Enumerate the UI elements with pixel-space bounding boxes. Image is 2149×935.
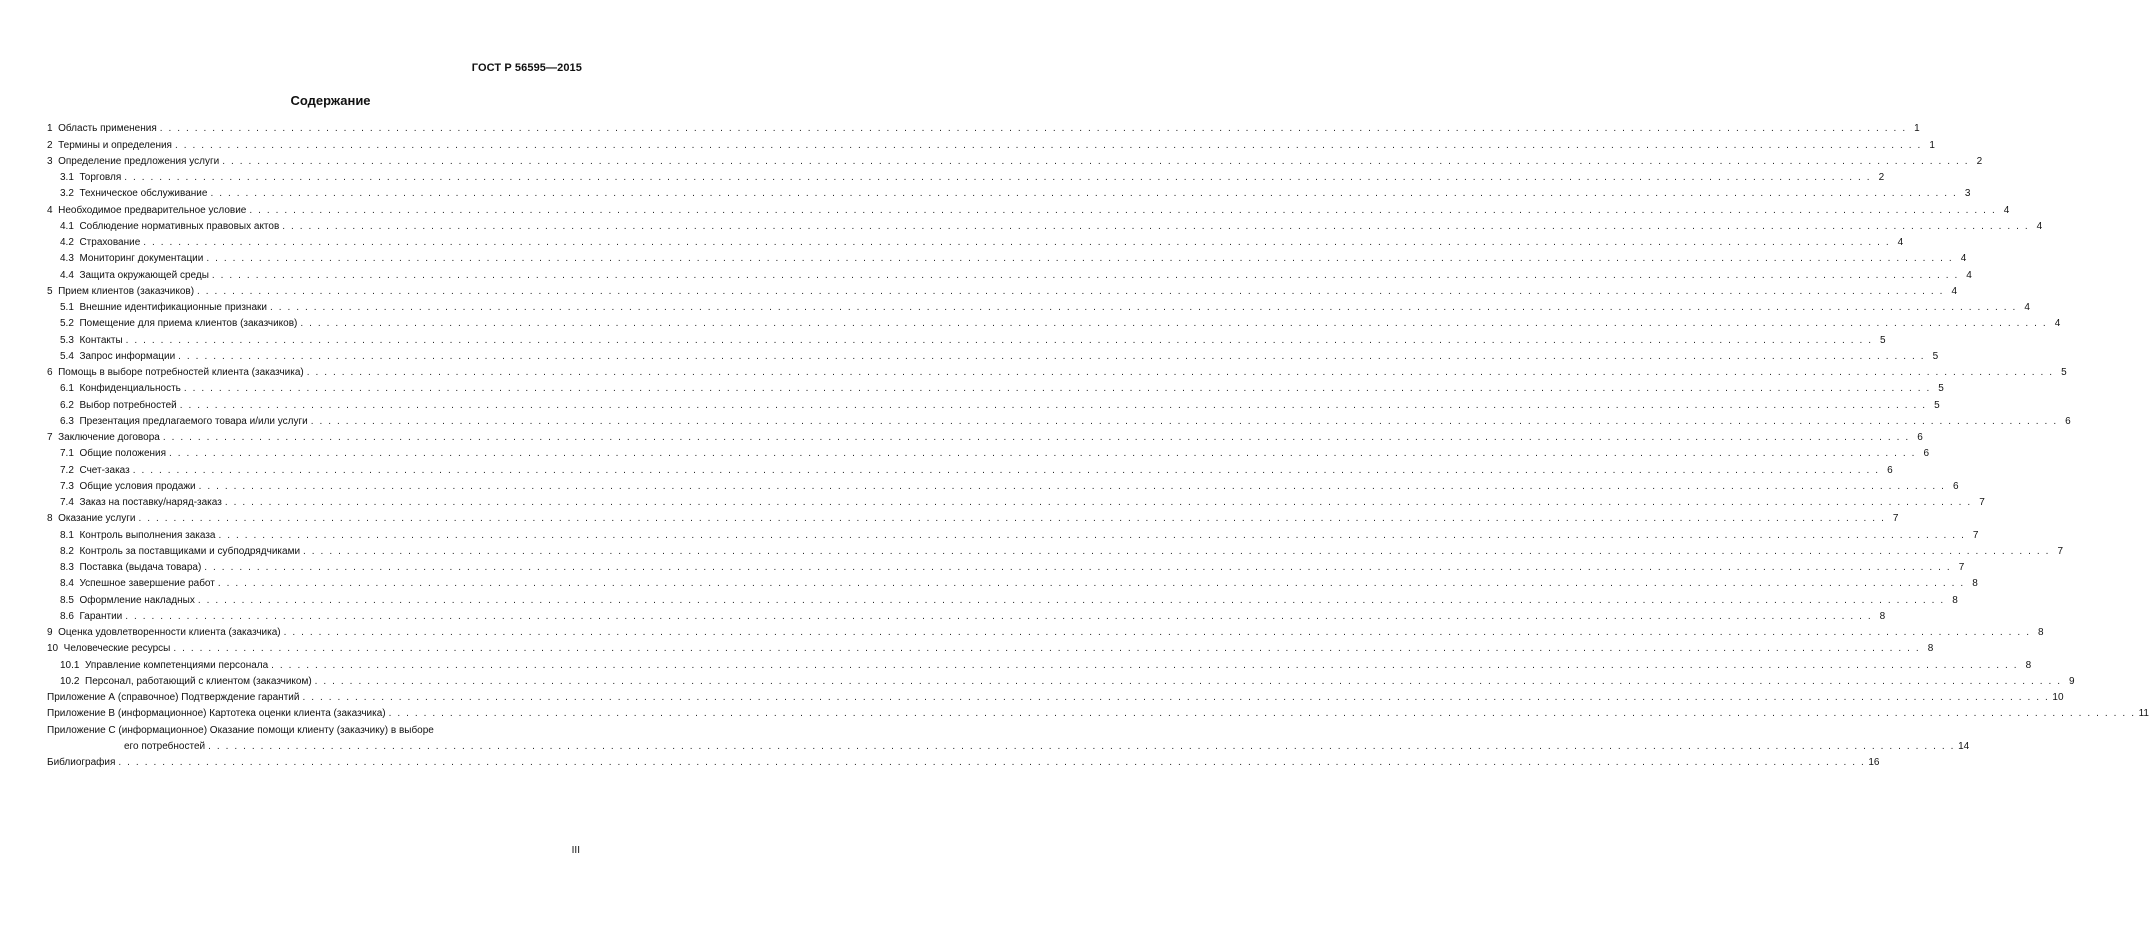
toc-page-number: 2	[1976, 155, 1983, 167]
dot-leader: . . . . . . . . . . . . . . . . . . . . . . . . . . . . . . . . . . . . . . . . . . . . . . . . . . . . . . . . . . . . . . . . . . . . . . . . . . . . . . . . . . . . . . . . . . . . . . . . . . . . . . . . . . . . . . . . . . . . . . . . . . . . . . . . . . . . . . . . . . . . . . . . . . . . . . . . . . . . . . . . . . . . . . . . . . . . . . . . . . . . . . . . . . . . . . . . . . . . . . . .	[204, 562, 1952, 573]
toc-page-number: 8	[1972, 578, 1978, 590]
dot-leader: . . . . . . . . . . . . . . . . . . . . . . . . . . . . . . . . . . . . . . . . . . . . . . . . . . . . . . . . . . . . . . . . . . . . . . . . . . . . . . . . . . . . . . . . . . . . . . . . . . . . . . . . . . . . . . . . . . . . . . . . . . . . . . . . . . . . . . . . . . . . . . . . . . . . . . . . . . . . . . . . . . . . . . . . . . . . . . . . . . . . . . . . . . . . . . . . . . . . . . . .	[282, 220, 2030, 232]
toc-entry[interactable]	[47, 233, 1904, 249]
dot-leader: . . . . . . . . . . . . . . . . . . . . . . . . . . . . . . . . . . . . . . . . . . . . . . . . . . . . . . . . . . . . . . . . . . . . . . . . . . . . . . . . . . . . . . . . . . . . . . . . . . . . . . . . . . . . . . . . . . . . . . . . . . . . . . . . . . . . . . . . . . . . . . . . . . . . . . . . . . . . . . . . . . . . . . . . . . . . . . . . . . . . . . . . . . . . . . . . . . . . . . . .	[197, 594, 1945, 606]
dot-leader: . . . . . . . . . . . . . . . . . . . . . . . . . . . . . . . . . . . . . . . . . . . . . . . . . . . . . . . . . . . . . . . . . . . . . . . . . . . . . . . . . . . . . . . . . . . . . . . . . . . . . . . . . . . . . . . . . . . . . . . . . . . . . . . . . . . . . . . . . . . . . . . . . . . . . . . . . . . . . . . . . . . . . . . . . . . . . . . . . . . . . . . . . . . . . . . . . . . . . . . .	[217, 578, 1965, 590]
toc-entry-title: 4.2 Страхование	[60, 237, 141, 248]
toc-page-number: 14	[1958, 740, 1970, 752]
dot-leader: . . . . . . . . . . . . . . . . . . . . . . . . . . . . . . . . . . . . . . . . . . . . . . . . . . . . . . . . . . . . . . . . . . . . . . . . . . . . . . . . . . . . . . . . . . . . . . . . . . . . . . . . . . . . . . . . . . . . . . . . . . . . . . . . . . . . . . . . . . . . . . . . . . . . . . . . . . . . . . . . . . . . . . . . . . . . . . . . . . . . . . . . . . . . . . . . . . . . . . . .	[210, 188, 1958, 200]
toc-entry-title: 5.2 Помещение для приема клиентов (заказчиков)	[60, 318, 298, 330]
toc-page-number: 8	[1952, 594, 1958, 606]
toc-entry[interactable]	[47, 184, 1971, 200]
toc-page-number: 1	[1929, 139, 1935, 151]
toc-page-number: 6	[1917, 432, 1923, 443]
toc-entry-title: 4.3 Мониторинг документации	[60, 253, 204, 265]
toc-entry[interactable]	[47, 444, 1929, 460]
toc-entry-title: 8 Оказание услуги	[47, 513, 136, 525]
toc-entry-title: 7.3 Общие условия продажи	[60, 480, 196, 492]
toc-entry[interactable]	[47, 265, 1972, 281]
toc-entry-title: 5.3 Контакты	[60, 334, 123, 346]
toc-entry-title: Приложение А (справочное) Подтверждение гарантий	[47, 692, 300, 703]
toc-entry-title: 5 Прием клиентов (заказчиков)	[47, 285, 195, 297]
toc-entry-title: 7.4 Заказ на поставку/наряд-заказ	[60, 497, 222, 508]
toc-entry-title: Приложение В (информационное) Картотека оценки клиента (заказчика)	[47, 708, 386, 720]
toc-page-number: 4	[1960, 253, 1967, 265]
toc-page-number: 7	[2057, 545, 2063, 557]
toc-page-number: 8	[2038, 627, 2044, 638]
dot-leader: . . . . . . . . . . . . . . . . . . . . . . . . . . . . . . . . . . . . . . . . . . . . . . . . . . . . . . . . . . . . . . . . . . . . . . . . . . . . . . . . . . . . . . . . . . . . . . . . . . . . . . . . . . . . . . . . . . . . . . . . . . . . . . . . . . . . . . . . . . . . . . . . . . . . . . . . . . . . . . . . . . . . . . . . . . . . . . . . . . . . . . . . . . . . . . . . . . . . . . . .	[174, 139, 1922, 151]
dot-leader: . . . . . . . . . . . . . . . . . . . . . . . . . . . . . . . . . . . . . . . . . . . . . . . . . . . . . . . . . . . . . . . . . . . . . . . . . . . . . . . . . . . . . . . . . . . . . . . . . . . . . . . . . . . . . . . . . . . . . . . . . . . . . . . . . . . . . . . . . . . . . . . . . . . . . . . . . . . . . . . . . . . . . . . . . . . . . . . . . . . . . . . . . . . . . . . . . . . . . . . .	[208, 740, 1956, 752]
toc-entry-title: Приложение С (информационное) Оказание помощи клиенту (заказчику) в выборе	[47, 724, 434, 736]
toc-page-number: 7	[1958, 562, 1965, 573]
dot-leader: . . . . . . . . . . . . . . . . . . . . . . . . . . . . . . . . . . . . . . . . . . . . . . . . . . . . . . . . . . . . . . . . . . . . . . . . . . . . . . . . . . . . . . . . . . . . . . . . . . . . . . . . . . . . . . . . . . . . . . . . . . . . . . . . . . . . . . . . . . . . . . . . . . . . . . . . . . . . . . . . . . . . . . . . . . . . . . . . . . . . . . . . . . . . . . . . . . . . . . . .	[132, 464, 1880, 476]
toc-page-number: 4	[1951, 285, 1957, 297]
toc-entry-title: 5.4 Запрос информации	[60, 350, 176, 362]
toc-page-number: 7	[1979, 497, 1985, 508]
toc-entry-title: 3 Определение предложения услуги	[47, 155, 220, 167]
toc-page-number: 5	[1938, 383, 1944, 395]
toc-entry[interactable]	[47, 168, 1885, 184]
toc-entry-title: 7.2 Счет-заказ	[60, 464, 130, 476]
dot-leader: . . . . . . . . . . . . . . . . . . . . . . . . . . . . . . . . . . . . . . . . . . . . . . . . . . . . . . . . . . . . . . . . . . . . . . . . . . . . . . . . . . . . . . . . . . . . . . . . . . . . . . . . . . . . . . . . . . . . . . . . . . . . . . . . . . . . . . . . . . . . . . . . . . . . . . . . . . . . . . . . . . . . . . . . . . . . . . . . . . . . . . . . . . . . . . . . . . . . . . . .	[218, 529, 1966, 541]
toc-entry[interactable]	[47, 477, 1959, 493]
toc-entry[interactable]	[47, 119, 1920, 135]
dot-leader: . . . . . . . . . . . . . . . . . . . . . . . . . . . . . . . . . . . . . . . . . . . . . . . . . . . . . . . . . . . . . . . . . . . . . . . . . . . . . . . . . . . . . . . . . . . . . . . . . . . . . . . . . . . . . . . . . . . . . . . . . . . . . . . . . . . . . . . . . . . . . . . . . . . . . . . . . . . . . . . . . . . . . . . . . . . . . . . . . . . . . . . . . . . . . . . . . . . . . . . .	[306, 367, 2054, 378]
toc-page-number: 1	[1914, 123, 1920, 135]
toc-entry-title: 8.6 Гарантии	[60, 610, 123, 622]
toc-entry-title-continued: его потребностей	[124, 740, 206, 752]
toc-entry[interactable]	[47, 395, 1940, 411]
toc-page-number: 6	[1923, 448, 1929, 460]
standard-header: ГОСТ Р 56595—2015	[471, 62, 582, 74]
toc-page-number: 11	[2138, 708, 2149, 720]
toc-page-number: 8	[2025, 659, 2032, 671]
toc-entry-title: 10.2 Персонал, работающий с клиентом (заказчиком)	[60, 675, 312, 687]
dot-leader: . . . . . . . . . . . . . . . . . . . . . . . . . . . . . . . . . . . . . . . . . . . . . . . . . . . . . . . . . . . . . . . . . . . . . . . . . . . . . . . . . . . . . . . . . . . . . . . . . . . . . . . . . . . . . . . . . . . . . . . . . . . . . . . . . . . . . . . . . . . . . . . . . . . . . . . . . . . . . . . . . . . . . . . . . . . . . . . . . . . . . . . . . . . . . . . . . . . . . . . .	[143, 237, 1891, 248]
dot-leader: . . . . . . . . . . . . . . . . . . . . . . . . . . . . . . . . . . . . . . . . . . . . . . . . . . . . . . . . . . . . . . . . . . . . . . . . . . . . . . . . . . . . . . . . . . . . . . . . . . . . . . . . . . . . . . . . . . . . . . . . . . . . . . . . . . . . . . . . . . . . . . . . . . . . . . . . . . . . . . . . . . . . . . . . . . . . . . . . . . . . . . . . . . . . . . . . . . . . . . . .	[178, 350, 1926, 362]
toc-entry-title: 8.3 Поставка (выдача товара)	[60, 562, 202, 573]
toc-entry-title: 3.1 Торговля	[60, 172, 122, 183]
dot-leader: . . . . . . . . . . . . . . . . . . . . . . . . . . . . . . . . . . . . . . . . . . . . . . . . . . . . . . . . . . . . . . . . . . . . . . . . . . . . . . . . . . . . . . . . . . . . . . . . . . . . . . . . . . . . . . . . . . . . . . . . . . . . . . . . . . . . . . . . . . . . . . . . . . . . . . . . . . . . . . . . . . . . . . . . . . . . . . . . . . . . . . . . . . . . . . . . . . . . . . . .	[283, 627, 2031, 638]
dot-leader: . . . . . . . . . . . . . . . . . . . . . . . . . . . . . . . . . . . . . . . . . . . . . . . . . . . . . . . . . . . . . . . . . . . . . . . . . . . . . . . . . . . . . . . . . . . . . . . . . . . . . . . . . . . . . . . . . . . . . . . . . . . . . . . . . . . . . . . . . . . . . . . . . . . . . . . . . . . . . . . . . . . . . . . . . . . . . . . . . . . . . . . . . . . . . . . . . . . . . . . .	[179, 399, 1927, 411]
dot-leader: . . . . . . . . . . . . . . . . . . . . . . . . . . . . . . . . . . . . . . . . . . . . . . . . . . . . . . . . . . . . . . . . . . . . . . . . . . . . . . . . . . . . . . . . . . . . . . . . . . . . . . . . . . . . . . . . . . . . . . . . . . . . . . . . . . . . . . . . . . . . . . . . . . . . . . . . . . . . . . . . . . . . . . . . . . . . . . . . . . . . . . . . . . . . . . . . . . . . . . . .	[169, 448, 1916, 460]
dot-leader: . . . . . . . . . . . . . . . . . . . . . . . . . . . . . . . . . . . . . . . . . . . . . . . . . . . . . . . . . . . . . . . . . . . . . . . . . . . . . . . . . . . . . . . . . . . . . . . . . . . . . . . . . . . . . . . . . . . . . . . . . . . . . . . . . . . . . . . . . . . . . . . . . . . . . . . . . . . . . . . . . . . . . . . . . . . . . . . . . . . . . . . . . . . . . . . . . . . . . . . .	[224, 497, 1972, 508]
dot-leader: . . . . . . . . . . . . . . . . . . . . . . . . . . . . . . . . . . . . . . . . . . . . . . . . . . . . . . . . . . . . . . . . . . . . . . . . . . . . . . . . . . . . . . . . . . . . . . . . . . . . . . . . . . . . . . . . . . . . . . . . . . . . . . . . . . . . . . . . . . . . . . . . . . . . . . . . . . . . . . . . . . . . . . . . . . . . . . . . . . . . . . . . . . . . . . . . . . . . . . . .	[138, 513, 1886, 525]
toc-entry[interactable]	[47, 607, 1886, 623]
toc-entry[interactable]	[47, 525, 1979, 541]
toc-page-number: 6	[2065, 415, 2071, 427]
dot-leader: . . . . . . . . . . . . . . . . . . . . . . . . . . . . . . . . . . . . . . . . . . . . . . . . . . . . . . . . . . . . . . . . . . . . . . . . . . . . . . . . . . . . . . . . . . . . . . . . . . . . . . . . . . . . . . . . . . . . . . . . . . . . . . . . . . . . . . . . . . . . . . . . . . . . . . . . . . . . . . . . . . . . . . . . . . . . . . . . . . . . . . . . . . . . . . . . . . . . . . . .	[125, 610, 1873, 622]
toc-entry-title: 8.4 Успешное завершение работ	[60, 578, 215, 590]
toc-entry-title: 10 Человеческие ресурсы	[47, 643, 171, 655]
toc-entry[interactable]	[47, 200, 2010, 216]
toc-page-number: 4	[1966, 269, 1972, 281]
toc-page-number: 4	[2054, 318, 2061, 330]
dot-leader: . . . . . . . . . . . . . . . . . . . . . . . . . . . . . . . . . . . . . . . . . . . . . . . . . . . . . . . . . . . . . . . . . . . . . . . . . . . . . . . . . . . . . . . . . . . . . . . . . . . . . . . . . . . . . . . . . . . . . . . . . . . . . . . . . . . . . . . . . . . . . . . . . . . . . . . . . . . . . . . . . . . . . . . . . . . . . . . . . . . . . . . . . . . . . . . . . . . . . . . .	[183, 383, 1931, 395]
toc-entry-title: 8.1 Контроль выполнения заказа	[60, 529, 216, 541]
toc-page-number: 8	[1927, 643, 1934, 655]
dot-leader: . . . . . . . . . . . . . . . . . . . . . . . . . . . . . . . . . . . . . . . . . . . . . . . . . . . . . . . . . . . . . . . . . . . . . . . . . . . . . . . . . . . . . . . . . . . . . . . . . . . . . . . . . . . . . . . . . . . . . . . . . . . . . . . . . . . . . . . . . . . . . . . . . . . . . . . . . . . . . . . . . . . . . . . . . . . . . . . . . . . . . . . . . . . . . . . . . . . . . . . .	[198, 480, 1946, 492]
toc-entry[interactable]	[47, 493, 1985, 509]
toc-page-number: 16	[1868, 757, 1880, 768]
dot-leader: . . . . . . . . . . . . . . . . . . . . . . . . . . . . . . . . . . . . . . . . . . . . . . . . . . . . . . . . . . . . . . . . . . . . . . . . . . . . . . . . . . . . . . . . . . . . . . . . . . . . . . . . . . . . . . . . . . . . . . . . . . . . . . . . . . . . . . . . . . . . . . . . . . . . . . . . . . . . . . . . . . . . . . . . . . . . . . . . . . . . . . . . . . . . . . . . . . . . . . . .	[303, 545, 2050, 557]
toc-page-number: 8	[1879, 610, 1886, 622]
dot-leader: . . . . . . . . . . . . . . . . . . . . . . . . . . . . . . . . . . . . . . . . . . . . . . . . . . . . . . . . . . . . . . . . . . . . . . . . . . . . . . . . . . . . . . . . . . . . . . . . . . . . . . . . . . . . . . . . . . . . . . . . . . . . . . . . . . . . . . . . . . . . . . . . . . . . . . . . . . . . . . . . . . . . . . . . . . . . . . . . . . . . . . . . . . . . . . . . . . . . . . . .	[118, 757, 1866, 768]
toc-entry[interactable]	[47, 655, 2032, 671]
dot-leader: . . . . . . . . . . . . . . . . . . . . . . . . . . . . . . . . . . . . . . . . . . . . . . . . . . . . . . . . . . . . . . . . . . . . . . . . . . . . . . . . . . . . . . . . . . . . . . . . . . . . . . . . . . . . . . . . . . . . . . . . . . . . . . . . . . . . . . . . . . . . . . . . . . . . . . . . . . . . . . . . . . . . . . . . . . . . . . . . . . . . . . . . . . . . . . . . . . . . . . . .	[314, 675, 2062, 687]
table-of-contents	[47, 119, 2149, 769]
toc-entry[interactable]	[47, 623, 2044, 639]
toc-page-number: 4	[1897, 237, 1904, 248]
toc-page-number: 6	[1887, 464, 1893, 476]
toc-entry[interactable]	[47, 152, 1983, 168]
toc-entry-title: 5.1 Внешние идентификационные признаки	[60, 302, 267, 313]
toc-entry[interactable]	[47, 639, 1934, 655]
toc-page-number: 5	[1932, 350, 1939, 362]
toc-entry[interactable]	[47, 314, 2061, 330]
toc-entry[interactable]	[47, 282, 1957, 298]
toc-page-number: 3	[1964, 188, 1971, 200]
toc-entry-title: 4.4 Защита окружающей среды	[60, 269, 209, 281]
toc-entry[interactable]	[47, 330, 1886, 346]
toc-page-number: 6	[1953, 480, 1959, 492]
toc-entry[interactable]	[47, 753, 1880, 769]
toc-page-number: 10	[2052, 692, 2064, 703]
toc-page-number: 7	[1972, 529, 1979, 541]
toc-page-number: 5	[1880, 334, 1886, 346]
toc-entry[interactable]	[47, 590, 1958, 606]
toc-entry[interactable]	[47, 412, 2071, 428]
toc-entry-title: 6 Помощь в выборе потребностей клиента (заказчика)	[47, 367, 304, 378]
toc-entry[interactable]	[47, 249, 1967, 265]
toc-entry-title: 8.2 Контроль за поставщиками и субподрядчиками	[60, 545, 301, 557]
toc-entry-title: 7 Заключение договора	[47, 432, 160, 443]
toc-entry[interactable]	[47, 379, 1944, 395]
toc-entry-title: 7.1 Общие положения	[60, 448, 167, 460]
dot-leader: . . . . . . . . . . . . . . . . . . . . . . . . . . . . . . . . . . . . . . . . . . . . . . . . . . . . . . . . . . . . . . . . . . . . . . . . . . . . . . . . . . . . . . . . . . . . . . . . . . . . . . . . . . . . . . . . . . . . . . . . . . . . . . . . . . . . . . . . . . . . . . . . . . . . . . . . . . . . . . . . . . . . . . . . . . . . . . . . . . . . . . . . . . . . . . . . . . . . . . . .	[388, 708, 2136, 720]
dot-leader: . . . . . . . . . . . . . . . . . . . . . . . . . . . . . . . . . . . . . . . . . . . . . . . . . . . . . . . . . . . . . . . . . . . . . . . . . . . . . . . . . . . . . . . . . . . . . . . . . . . . . . . . . . . . . . . . . . . . . . . . . . . . . . . . . . . . . . . . . . . . . . . . . . . . . . . . . . . . . . . . . . . . . . . . . . . . . . . . . . . . . . . . . . . . . . . . . . . . . . . .	[269, 302, 2017, 313]
toc-entry[interactable]	[47, 672, 2075, 688]
toc-entry-title: 2 Термины и определения	[47, 139, 172, 151]
toc-entry[interactable]	[47, 460, 1893, 476]
toc-entry[interactable]	[47, 135, 1935, 151]
dot-leader: . . . . . . . . . . . . . . . . . . . . . . . . . . . . . . . . . . . . . . . . . . . . . . . . . . . . . . . . . . . . . . . . . . . . . . . . . . . . . . . . . . . . . . . . . . . . . . . . . . . . . . . . . . . . . . . . . . . . . . . . . . . . . . . . . . . . . . . . . . . . . . . . . . . . . . . . . . . . . . . . . . . . . . . . . . . . . . . . . . . . . . . . . . . . . . . . . . . . . . . .	[173, 643, 1921, 655]
toc-entry[interactable]	[47, 428, 1923, 444]
dot-leader: . . . . . . . . . . . . . . . . . . . . . . . . . . . . . . . . . . . . . . . . . . . . . . . . . . . . . . . . . . . . . . . . . . . . . . . . . . . . . . . . . . . . . . . . . . . . . . . . . . . . . . . . . . . . . . . . . . . . . . . . . . . . . . . . . . . . . . . . . . . . . . . . . . . . . . . . . . . . . . . . . . . . . . . . . . . . . . . . . . . . . . . . . . . . . . . . . . . . . . . .	[300, 318, 2048, 330]
page-title: Содержание	[290, 93, 371, 108]
dot-leader: . . . . . . . . . . . . . . . . . . . . . . . . . . . . . . . . . . . . . . . . . . . . . . . . . . . . . . . . . . . . . . . . . . . . . . . . . . . . . . . . . . . . . . . . . . . . . . . . . . . . . . . . . . . . . . . . . . . . . . . . . . . . . . . . . . . . . . . . . . . . . . . . . . . . . . . . . . . . . . . . . . . . . . . . . . . . . . . . . . . . . . . . . . . . . . . . . . . . . . . .	[271, 659, 2019, 671]
toc-page-number: 5	[2061, 367, 2067, 378]
toc-entry-title: Библиография	[47, 757, 116, 768]
dot-leader: . . . . . . . . . . . . . . . . . . . . . . . . . . . . . . . . . . . . . . . . . . . . . . . . . . . . . . . . . . . . . . . . . . . . . . . . . . . . . . . . . . . . . . . . . . . . . . . . . . . . . . . . . . . . . . . . . . . . . . . . . . . . . . . . . . . . . . . . . . . . . . . . . . . . . . . . . . . . . . . . . . . . . . . . . . . . . . . . . . . . . . . . . . . . . . . . . . . . . . . .	[302, 692, 2050, 703]
toc-page-number: 4	[2024, 302, 2030, 313]
toc-entry-title: 1 Область применения	[47, 123, 157, 135]
toc-entry[interactable]	[47, 542, 2063, 558]
toc-entry[interactable]	[47, 688, 2064, 704]
dot-leader: . . . . . . . . . . . . . . . . . . . . . . . . . . . . . . . . . . . . . . . . . . . . . . . . . . . . . . . . . . . . . . . . . . . . . . . . . . . . . . . . . . . . . . . . . . . . . . . . . . . . . . . . . . . . . . . . . . . . . . . . . . . . . . . . . . . . . . . . . . . . . . . . . . . . . . . . . . . . . . . . . . . . . . . . . . . . . . . . . . . . . . . . . . . . . . . . . . . . . . . .	[124, 172, 1872, 183]
page-number: III	[571, 845, 580, 856]
toc-entry[interactable]	[47, 704, 2149, 720]
toc-page-number: 4	[2003, 204, 2010, 216]
dot-leader: . . . . . . . . . . . . . . . . . . . . . . . . . . . . . . . . . . . . . . . . . . . . . . . . . . . . . . . . . . . . . . . . . . . . . . . . . . . . . . . . . . . . . . . . . . . . . . . . . . . . . . . . . . . . . . . . . . . . . . . . . . . . . . . . . . . . . . . . . . . . . . . . . . . . . . . . . . . . . . . . . . . . . . . . . . . . . . . . . . . . . . . . . . . . . . . . . . . . . . . .	[197, 285, 1944, 297]
toc-entry-title: 3.2 Техническое обслуживание	[60, 188, 208, 200]
dot-leader: . . . . . . . . . . . . . . . . . . . . . . . . . . . . . . . . . . . . . . . . . . . . . . . . . . . . . . . . . . . . . . . . . . . . . . . . . . . . . . . . . . . . . . . . . . . . . . . . . . . . . . . . . . . . . . . . . . . . . . . . . . . . . . . . . . . . . . . . . . . . . . . . . . . . . . . . . . . . . . . . . . . . . . . . . . . . . . . . . . . . . . . . . . . . . . . . . . . . . . . .	[159, 123, 1907, 135]
toc-page-number: 2	[1878, 172, 1885, 183]
toc-entry[interactable]	[47, 558, 1965, 574]
toc-entry[interactable]	[47, 509, 1899, 525]
toc-entry-title: 4.1 Соблюдение нормативных правовых актов	[60, 220, 280, 232]
dot-leader: . . . . . . . . . . . . . . . . . . . . . . . . . . . . . . . . . . . . . . . . . . . . . . . . . . . . . . . . . . . . . . . . . . . . . . . . . . . . . . . . . . . . . . . . . . . . . . . . . . . . . . . . . . . . . . . . . . . . . . . . . . . . . . . . . . . . . . . . . . . . . . . . . . . . . . . . . . . . . . . . . . . . . . . . . . . . . . . . . . . . . . . . . . . . . . . . . . . . . . . .	[310, 415, 2058, 427]
dot-leader: . . . . . . . . . . . . . . . . . . . . . . . . . . . . . . . . . . . . . . . . . . . . . . . . . . . . . . . . . . . . . . . . . . . . . . . . . . . . . . . . . . . . . . . . . . . . . . . . . . . . . . . . . . . . . . . . . . . . . . . . . . . . . . . . . . . . . . . . . . . . . . . . . . . . . . . . . . . . . . . . . . . . . . . . . . . . . . . . . . . . . . . . . . . . . . . . . . . . . . . .	[206, 253, 1954, 265]
toc-entry[interactable]	[47, 574, 1978, 590]
toc-entry[interactable]	[47, 347, 1939, 363]
dot-leader: . . . . . . . . . . . . . . . . . . . . . . . . . . . . . . . . . . . . . . . . . . . . . . . . . . . . . . . . . . . . . . . . . . . . . . . . . . . . . . . . . . . . . . . . . . . . . . . . . . . . . . . . . . . . . . . . . . . . . . . . . . . . . . . . . . . . . . . . . . . . . . . . . . . . . . . . . . . . . . . . . . . . . . . . . . . . . . . . . . . . . . . . . . . . . . . . . . . . . . . .	[162, 432, 1910, 443]
dot-leader: . . . . . . . . . . . . . . . . . . . . . . . . . . . . . . . . . . . . . . . . . . . . . . . . . . . . . . . . . . . . . . . . . . . . . . . . . . . . . . . . . . . . . . . . . . . . . . . . . . . . . . . . . . . . . . . . . . . . . . . . . . . . . . . . . . . . . . . . . . . . . . . . . . . . . . . . . . . . . . . . . . . . . . . . . . . . . . . . . . . . . . . . . . . . . . . . . . . . . . . .	[249, 204, 1997, 216]
dot-leader: . . . . . . . . . . . . . . . . . . . . . . . . . . . . . . . . . . . . . . . . . . . . . . . . . . . . . . . . . . . . . . . . . . . . . . . . . . . . . . . . . . . . . . . . . . . . . . . . . . . . . . . . . . . . . . . . . . . . . . . . . . . . . . . . . . . . . . . . . . . . . . . . . . . . . . . . . . . . . . . . . . . . . . . . . . . . . . . . . . . . . . . . . . . . . . . . . . . . . . . .	[211, 269, 1959, 281]
dot-leader: . . . . . . . . . . . . . . . . . . . . . . . . . . . . . . . . . . . . . . . . . . . . . . . . . . . . . . . . . . . . . . . . . . . . . . . . . . . . . . . . . . . . . . . . . . . . . . . . . . . . . . . . . . . . . . . . . . . . . . . . . . . . . . . . . . . . . . . . . . . . . . . . . . . . . . . . . . . . . . . . . . . . . . . . . . . . . . . . . . . . . . . . . . . . . . . . . . . . . . . .	[125, 334, 1873, 346]
toc-entry-title: 6.2 Выбор потребностей	[60, 399, 177, 411]
toc-entry-title: 8.5 Оформление накладных	[60, 594, 195, 606]
toc-entry[interactable]	[47, 363, 2067, 379]
toc-page-number: 9	[2069, 675, 2075, 687]
toc-entry[interactable]	[47, 720, 1970, 753]
toc-entry-title: 9 Оценка удовлетворенности клиента (заказчика)	[47, 627, 281, 638]
toc-entry-title: 6.3 Презентация предлагаемого товара и/или услуги	[60, 415, 308, 427]
toc-page-number: 4	[2036, 220, 2043, 232]
toc-entry-title: 6.1 Конфиденциальность	[60, 383, 181, 395]
dot-leader: . . . . . . . . . . . . . . . . . . . . . . . . . . . . . . . . . . . . . . . . . . . . . . . . . . . . . . . . . . . . . . . . . . . . . . . . . . . . . . . . . . . . . . . . . . . . . . . . . . . . . . . . . . . . . . . . . . . . . . . . . . . . . . . . . . . . . . . . . . . . . . . . . . . . . . . . . . . . . . . . . . . . . . . . . . . . . . . . . . . . . . . . . . . . . . . . . . . . . . . .	[222, 155, 1970, 167]
toc-page-number: 7	[1892, 513, 1899, 525]
toc-entry[interactable]	[47, 298, 2030, 314]
toc-entry[interactable]	[47, 217, 2043, 233]
toc-entry-title: 10.1 Управление компетенциями персонала	[60, 659, 269, 671]
toc-page-number: 5	[1934, 399, 1940, 411]
toc-entry-title: 4 Необходимое предварительное условие	[47, 204, 247, 216]
